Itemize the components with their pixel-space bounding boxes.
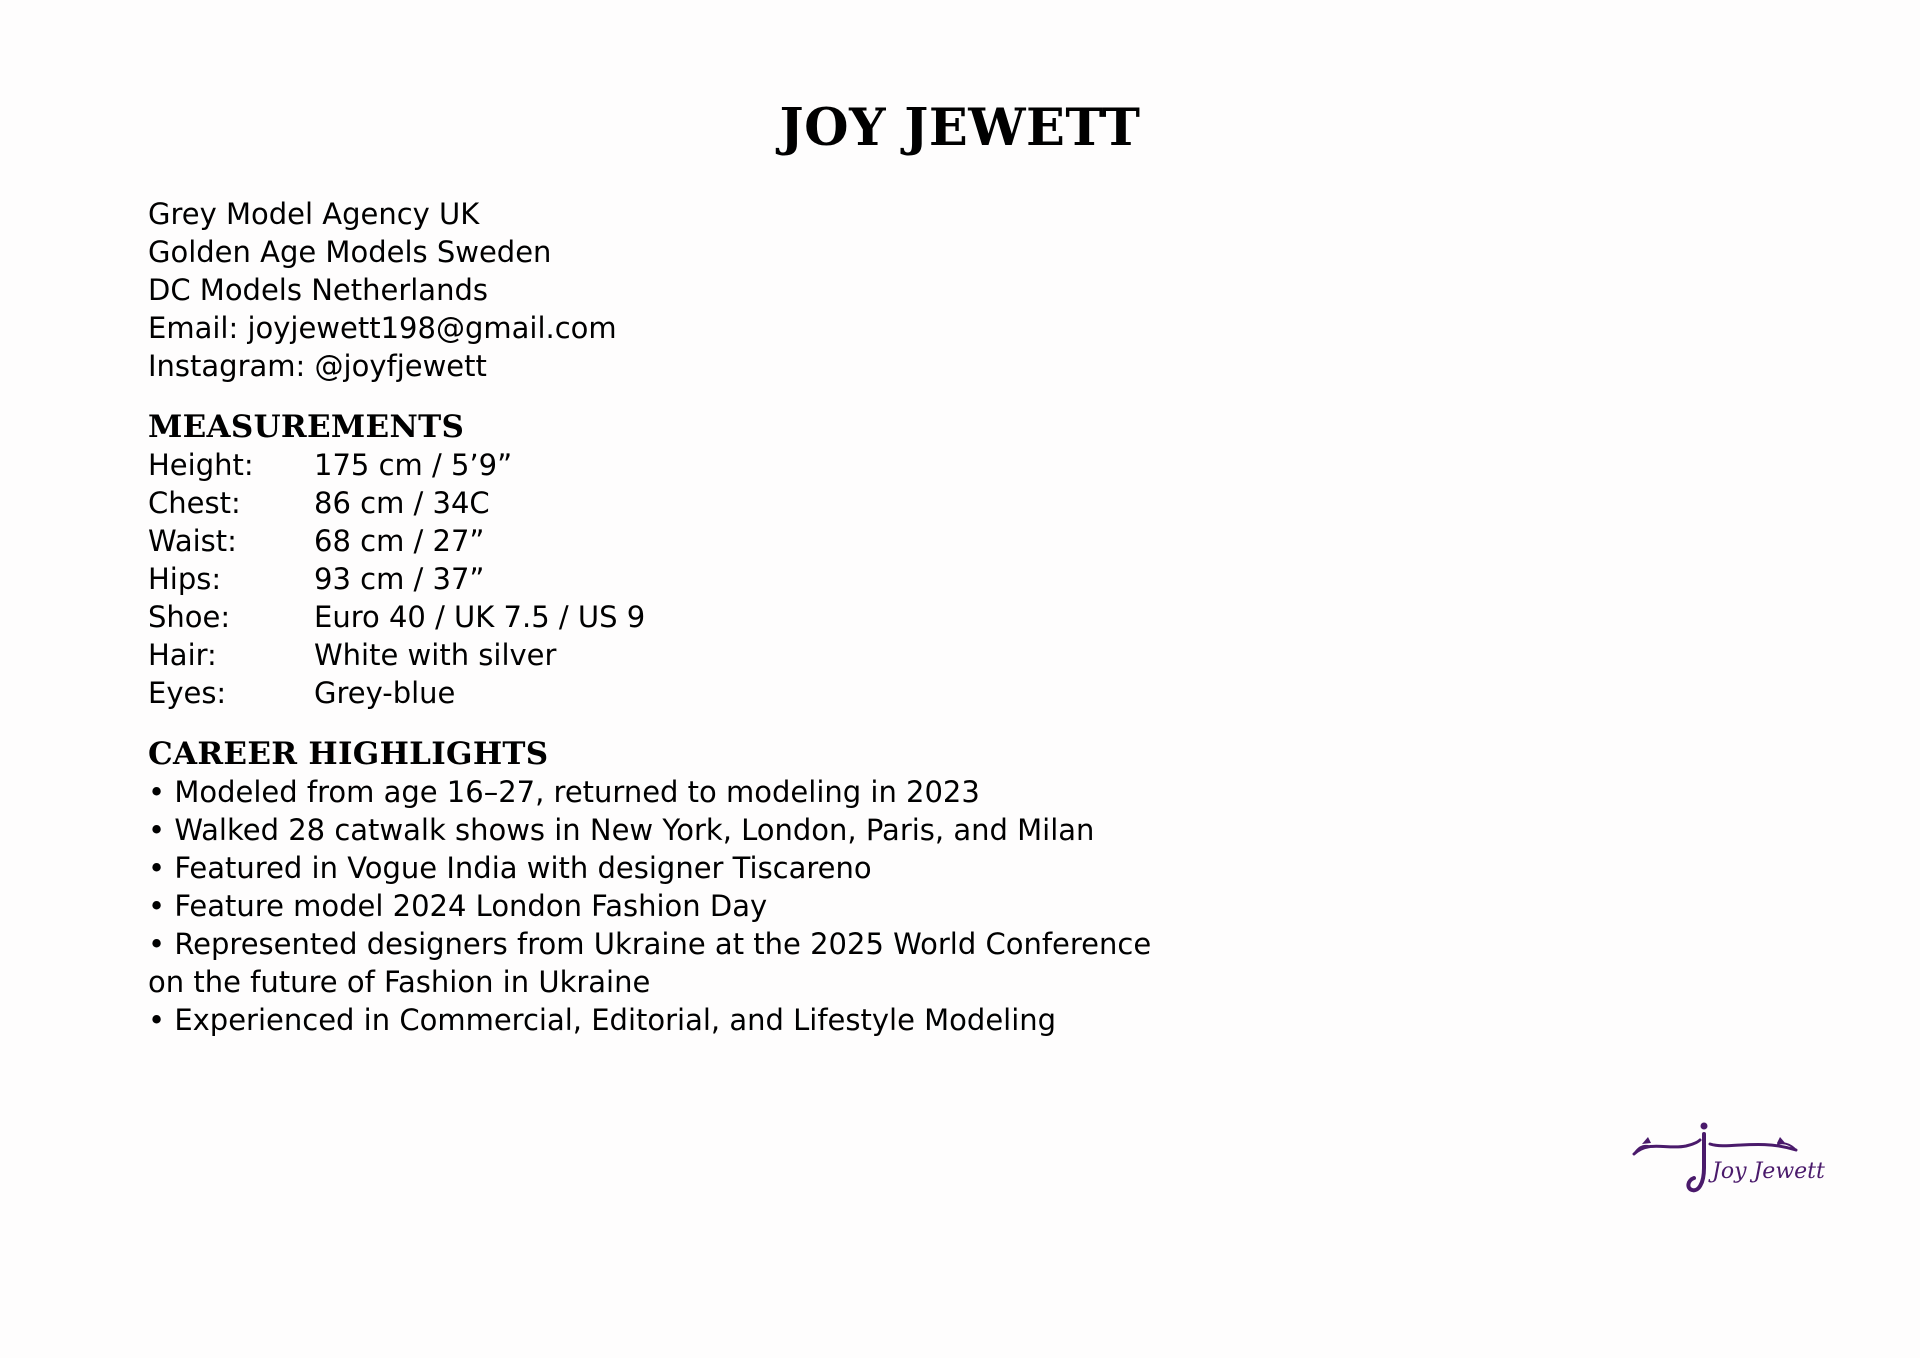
measurements-heading: MEASUREMENTS [148, 409, 465, 445]
measurement-row [148, 484, 1548, 522]
agency-line: Golden Age Models Sweden [148, 235, 552, 269]
measurement-row [148, 598, 1548, 636]
agency-line: DC Models Netherlands [148, 273, 488, 307]
measurement-value: Euro 40 / UK 7.5 / US 9 [314, 600, 646, 634]
measurement-row [148, 674, 1548, 712]
email-line: Email: joyjewett198@gmail.com [148, 311, 617, 345]
highlight-item: • Featured in Vogue India with designer Tiscareno [148, 851, 872, 885]
logo-dot [1701, 1123, 1708, 1130]
career-highlights-section [148, 735, 1548, 1039]
measurement-label: Waist: [148, 524, 237, 558]
measurement-row [148, 560, 1548, 598]
contact-block [148, 195, 1548, 385]
agency-line: Grey Model Agency UK [148, 197, 480, 231]
measurement-row [148, 446, 1548, 484]
measurement-value: 68 cm / 27” [314, 524, 485, 558]
measurement-label: Hips: [148, 562, 222, 596]
measurement-value: 86 cm / 34C [314, 486, 490, 520]
joy-jewett-logo-icon [1628, 1120, 1825, 1200]
highlight-item: • Represented designers from Ukraine at the 2025 World Conference [148, 927, 1152, 961]
logo-left-bird [1642, 1137, 1651, 1144]
career-highlights-heading: CAREER HIGHLIGHTS [148, 736, 549, 772]
measurement-label: Hair: [148, 638, 217, 672]
highlight-item: • Walked 28 catwalk shows in New York, London, Paris, and Milan [148, 813, 1095, 847]
measurement-label: Shoe: [148, 600, 231, 634]
highlight-item: • Modeled from age 16–27, returned to modeling in 2023 [148, 775, 980, 809]
measurement-value: 93 cm / 37” [314, 562, 485, 596]
highlight-item: • Feature model 2024 London Fashion Day [148, 889, 768, 923]
measurement-label: Chest: [148, 486, 241, 520]
page-title: JOY JEWETT [779, 98, 1141, 158]
highlight-item: • Experienced in Commercial, Editorial, and Lifestyle Modeling [148, 1003, 1057, 1037]
logo-right-bird [1777, 1137, 1786, 1144]
measurement-row [148, 636, 1548, 674]
measurement-row [148, 522, 1548, 560]
resume-content [148, 195, 1548, 1039]
highlight-item-continuation: on the future of Fashion in Ukraine [148, 965, 651, 999]
instagram-line: Instagram: @joyfjewett [148, 349, 487, 383]
measurement-label: Height: [148, 448, 254, 482]
measurement-value: Grey-blue [314, 676, 456, 710]
measurement-value: 175 cm / 5’9” [314, 448, 513, 482]
measurement-label: Eyes: [148, 676, 227, 710]
logo-text: Joy Jewett [1712, 1159, 1825, 1184]
measurement-value: White with silver [314, 638, 557, 672]
measurements-section [148, 408, 1548, 712]
